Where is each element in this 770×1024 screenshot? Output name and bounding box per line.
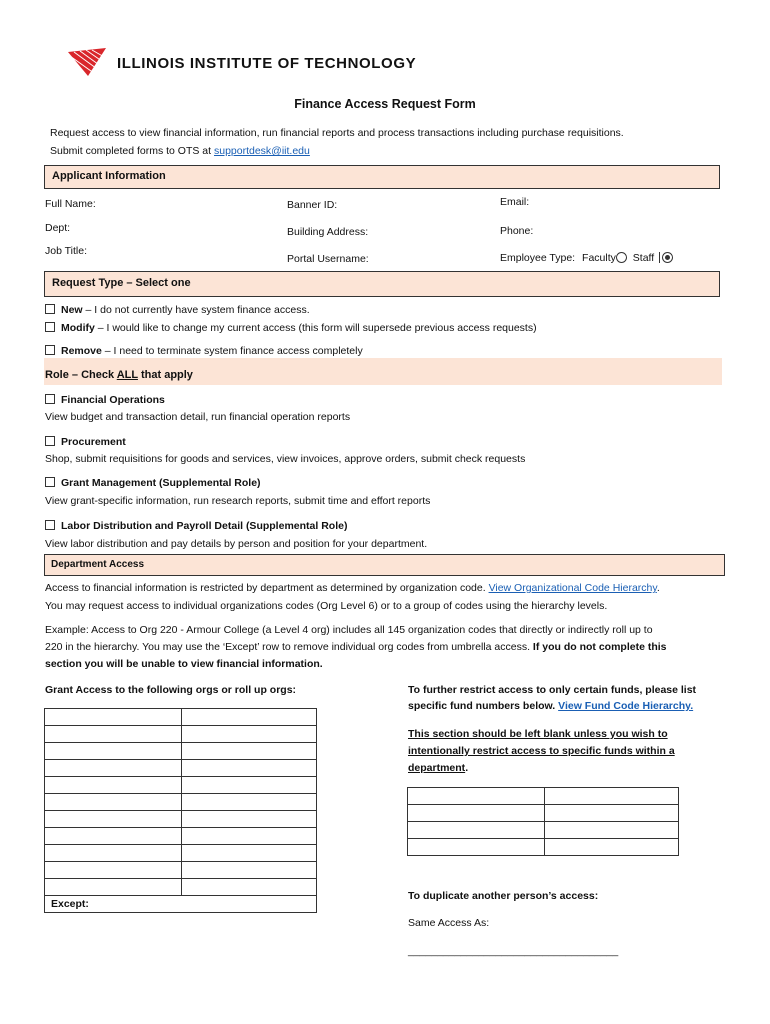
- labor-distribution-desc: View labor distribution and pay details by person and position for your department.: [45, 538, 428, 550]
- grant-row: [45, 743, 317, 760]
- fund-cell[interactable]: [545, 822, 679, 839]
- grant-row: [45, 794, 317, 811]
- dept-access-p1-line2: You may request access to individual organizations codes (Org Level 6) or to a group of codes using the hierarchy levels.: [45, 600, 608, 612]
- grant-cell[interactable]: [182, 709, 317, 726]
- grant-access-heading: Grant Access to the following orgs or roll up orgs:: [45, 684, 297, 696]
- funds-table: [407, 787, 679, 856]
- grant-cell[interactable]: [45, 726, 182, 743]
- fund-cell[interactable]: [408, 805, 545, 822]
- fund-cell[interactable]: [545, 788, 679, 805]
- grant-row: [45, 845, 317, 862]
- except-row: [45, 896, 317, 913]
- dept-access-p2-line3: section you will be unable to view financial information.: [45, 658, 323, 670]
- grant-cell[interactable]: [45, 845, 182, 862]
- grant-cell[interactable]: [182, 743, 317, 760]
- role-heading-prefix: Role – Check: [45, 369, 117, 381]
- fund-row: [408, 839, 679, 856]
- org-code-hierarchy-link[interactable]: View Organizational Code Hierarchy: [488, 582, 657, 594]
- grant-row: [45, 709, 317, 726]
- labor-distribution-label: Labor Distribution and Payroll Detail (Supplemental Role): [61, 520, 348, 532]
- staff-radio[interactable]: [662, 252, 673, 263]
- fund-row: [408, 822, 679, 839]
- intro-line-2: [50, 145, 310, 157]
- grant-cell[interactable]: [182, 828, 317, 845]
- iit-logo-icon: [68, 48, 108, 76]
- dept-access-p1-text: Access to financial information is restricted by department as determined by organization code.: [45, 582, 489, 594]
- grant-row: [45, 828, 317, 845]
- grant-row: [45, 726, 317, 743]
- grant-row: [45, 862, 317, 879]
- fund-cell[interactable]: [408, 788, 545, 805]
- dept-access-p2-line1: Example: Access to Org 220 - Armour College (a Level 4 org) includes all 145 organization codes that directly or indirectly roll up to: [45, 624, 653, 636]
- dept-label[interactable]: Dept:: [45, 222, 71, 234]
- fund-row: [408, 788, 679, 805]
- grant-cell[interactable]: [45, 743, 182, 760]
- funds-note-3-end: .: [465, 762, 469, 774]
- funds-note-2: intentionally restrict access to specific funds within a: [408, 745, 675, 757]
- dept-access-p1: [45, 582, 660, 594]
- remove-checkbox[interactable]: [45, 345, 55, 355]
- support-email-link[interactable]: supportdesk@iit.edu: [213, 145, 310, 157]
- financial-ops-label: Financial Operations: [61, 394, 165, 406]
- building-label[interactable]: Building Address:: [287, 226, 369, 238]
- grant-cell[interactable]: [182, 726, 317, 743]
- new-label: New: [61, 304, 83, 316]
- funds-line-2-text: specific fund numbers below.: [408, 700, 559, 712]
- grant-cell[interactable]: [45, 862, 182, 879]
- financial-ops-desc: View budget and transaction detail, run financial operation reports: [45, 411, 351, 423]
- dept-access-warning: If you do not complete this: [532, 641, 667, 653]
- fund-cell[interactable]: [545, 839, 679, 856]
- grant-management-label: Grant Management (Supplemental Role): [61, 477, 261, 489]
- funds-note-3: [408, 762, 468, 774]
- role-procurement[interactable]: [45, 436, 126, 448]
- grant-row: [45, 811, 317, 828]
- remove-label: Remove: [61, 345, 102, 357]
- org-name: ILLINOIS INSTITUTE OF TECHNOLOGY: [117, 55, 417, 72]
- grant-cell[interactable]: [182, 862, 317, 879]
- role-heading-all: ALL: [116, 369, 138, 381]
- role-heading: [45, 369, 193, 381]
- form-title: Finance Access Request Form: [294, 97, 476, 111]
- grant-access-table: [44, 708, 317, 913]
- dept-access-heading: Department Access: [51, 559, 145, 570]
- fund-cell[interactable]: [545, 805, 679, 822]
- employee-type-label: Employee Type:: [500, 252, 576, 264]
- modify-desc: – I would like to change my current access (this form will supersede previous access requests): [94, 322, 537, 334]
- applicant-heading: Applicant Information: [52, 170, 166, 182]
- grant-management-desc: View grant-specific information, run research reports, submit time and effort reports: [45, 495, 431, 507]
- request-option-modify[interactable]: [45, 322, 537, 334]
- staff-label: Staff: [632, 252, 655, 264]
- dept-access-p1-end: .: [656, 582, 660, 594]
- grant-cell[interactable]: [182, 794, 317, 811]
- intro-line-1: Request access to view financial information, run financial reports and process transactions including purchase requisitions.: [50, 127, 624, 139]
- phone-label[interactable]: Phone:: [500, 225, 534, 237]
- funds-note-3-text: department: [408, 762, 466, 774]
- grant-cell[interactable]: [45, 709, 182, 726]
- grant-management-checkbox[interactable]: [45, 477, 55, 487]
- grant-cell[interactable]: [45, 794, 182, 811]
- same-access-line[interactable]: ____________________________________: [408, 945, 619, 957]
- request-type-heading: Request Type – Select one: [52, 277, 191, 289]
- employee-type: [500, 252, 673, 264]
- staff-separator: [659, 252, 660, 263]
- grant-cell[interactable]: [182, 811, 317, 828]
- full-name-label[interactable]: Full Name:: [45, 198, 96, 210]
- request-option-remove[interactable]: [45, 345, 363, 357]
- funds-line-2: [408, 700, 693, 712]
- except-label[interactable]: Except:: [45, 896, 317, 913]
- new-desc: – I do not currently have system finance access.: [82, 304, 310, 316]
- funds-note-1: This section should be left blank unless you wish to: [408, 728, 668, 740]
- grant-cell[interactable]: [182, 777, 317, 794]
- job-title-label[interactable]: Job Title:: [45, 245, 88, 257]
- remove-desc: – I need to terminate system finance access completely: [101, 345, 363, 357]
- intro-line-2-text: Submit completed forms to OTS at: [50, 145, 214, 157]
- role-financial-ops[interactable]: [45, 394, 165, 406]
- grant-cell[interactable]: [45, 879, 182, 896]
- financial-ops-checkbox[interactable]: [45, 394, 55, 404]
- role-heading-suffix: that apply: [137, 369, 193, 381]
- dept-access-p2-line2: [45, 641, 667, 653]
- procurement-label: Procurement: [61, 436, 126, 448]
- funds-line-1: To further restrict access to only certain funds, please list: [408, 684, 697, 696]
- banner-id-label[interactable]: Banner ID:: [287, 199, 338, 211]
- fund-row: [408, 805, 679, 822]
- modify-checkbox[interactable]: [45, 322, 55, 332]
- grant-cell[interactable]: [45, 828, 182, 845]
- role-grant-management[interactable]: [45, 477, 261, 489]
- fund-cell[interactable]: [408, 839, 545, 856]
- grant-row: [45, 777, 317, 794]
- grant-cell[interactable]: [45, 760, 182, 777]
- grant-cell[interactable]: [182, 845, 317, 862]
- grant-row: [45, 879, 317, 896]
- grant-cell[interactable]: [182, 760, 317, 777]
- faculty-radio[interactable]: [616, 252, 627, 263]
- labor-distribution-checkbox[interactable]: [45, 520, 55, 530]
- new-checkbox[interactable]: [45, 304, 55, 314]
- request-option-new[interactable]: [45, 304, 310, 316]
- dept-access-section-header: [44, 554, 725, 576]
- procurement-checkbox[interactable]: [45, 436, 55, 446]
- email-label[interactable]: Email:: [500, 196, 530, 208]
- faculty-label: Faculty: [582, 252, 616, 264]
- duplicate-heading: To duplicate another person’s access:: [408, 890, 599, 902]
- grant-cell[interactable]: [45, 811, 182, 828]
- modify-label: Modify: [61, 322, 95, 334]
- fund-cell[interactable]: [408, 822, 545, 839]
- same-access-label: Same Access As:: [408, 917, 490, 929]
- grant-cell[interactable]: [182, 879, 317, 896]
- fund-code-hierarchy-link[interactable]: View Fund Code Hierarchy.: [558, 700, 694, 712]
- grant-row: [45, 760, 317, 777]
- dept-access-p2-line2a: 220 in the hierarchy. You may use the ‘Except’ row to remove individual org codes from umbrella access.: [45, 641, 533, 653]
- portal-username-label[interactable]: Portal Username:: [287, 253, 369, 265]
- procurement-desc: Shop, submit requisitions for goods and services, view invoices, approve orders, submit check requests: [45, 453, 526, 465]
- grant-cell[interactable]: [45, 777, 182, 794]
- role-labor-distribution[interactable]: [45, 520, 347, 532]
